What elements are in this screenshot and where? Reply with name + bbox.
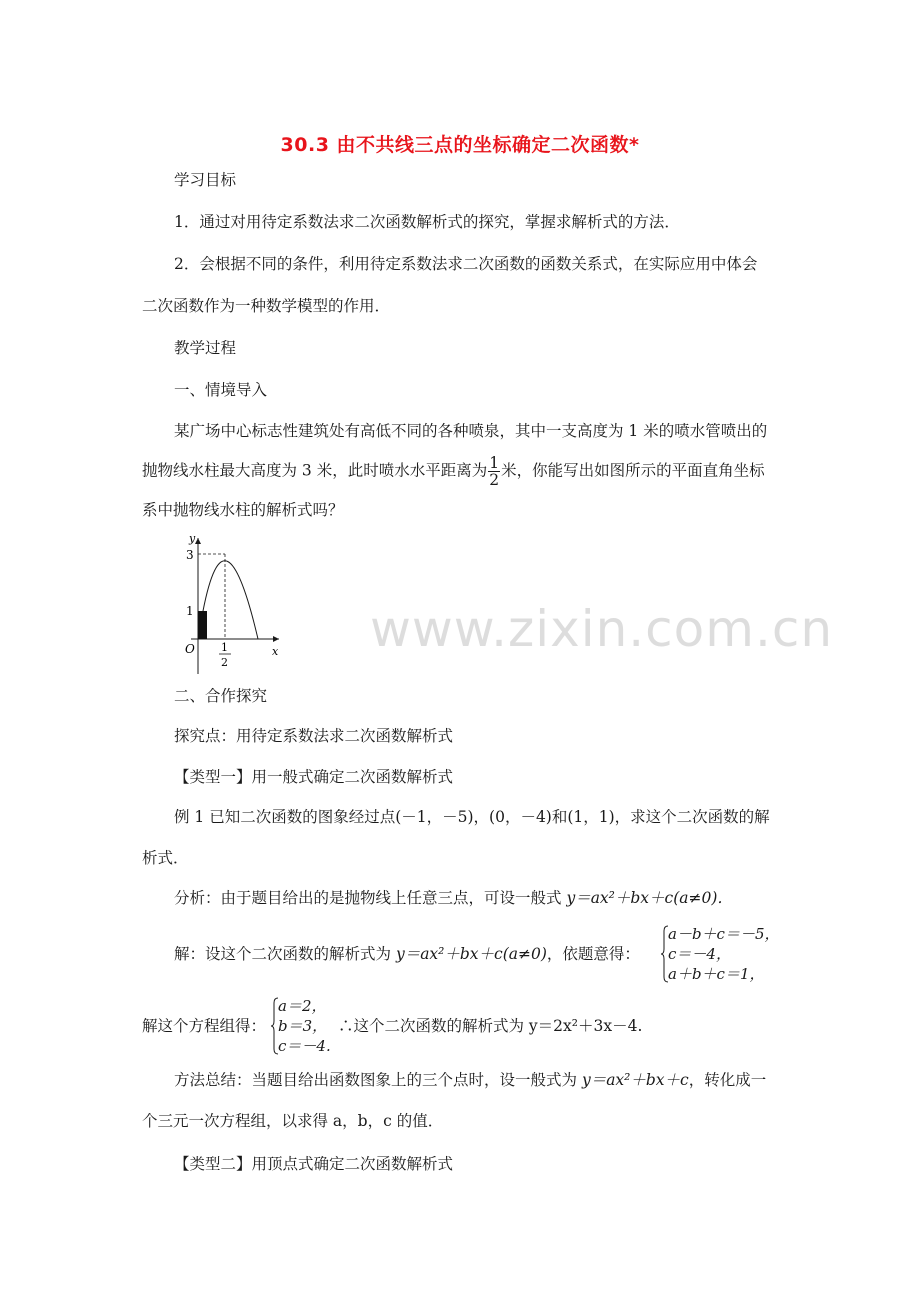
method-summary-line-2: 个三元一次方程组，以求得 a，b，c 的值． — [142, 1112, 444, 1130]
method-text: 方法总结：当题目给出函数图象上的三个点时，设一般式为 — [174, 1071, 582, 1089]
tick-label-half-den: 2 — [221, 656, 228, 669]
solution-text: 解：设这个二次函数的解析式为 — [174, 945, 396, 963]
tick-label-half-num: 1 — [221, 641, 228, 654]
watermark: www.zixin.com.cn — [370, 600, 834, 658]
intro-line-2-tail: 米，你能写出如图所示的平面直角坐标 — [501, 461, 765, 480]
method-tail: ，转化成一 — [688, 1071, 767, 1089]
goal-2-line-1: 2．会根据不同的条件，利用待定系数法求二次函数的函数关系式，在实际应用中体会 — [174, 255, 758, 273]
solution-formula: y＝ax²＋bx＋c(a≠0) — [395, 945, 547, 963]
solution-a: a＝2， — [278, 997, 327, 1015]
tick-label-1: 1 — [186, 604, 194, 618]
solution-tail: ，依题意得： — [546, 945, 640, 963]
solve-system-line: 解这个方程组得： — [142, 1017, 267, 1035]
solution-line — [174, 944, 640, 964]
heading-learning-goals: 学习目标 — [174, 171, 237, 189]
final-answer: ∴这个二次函数的解析式为 y＝2x²＋3x－4. — [338, 1017, 643, 1035]
equation-2: c＝－4， — [668, 945, 731, 963]
intro-line-2-text: 抛物线水柱最大高度为 3 米，此时喷水水平距离为 — [142, 461, 488, 480]
x-axis-label: x — [272, 645, 279, 658]
analysis-text: 分析：由于题目给出的是抛物线上任意三点，可设一般式 — [174, 889, 567, 907]
equation-system-1 — [668, 924, 780, 984]
type-1-heading: 【类型一】用一般式确定二次函数解析式 — [174, 768, 454, 786]
goal-2-line-2: 二次函数作为一种数学模型的作用． — [142, 297, 391, 315]
equation-3: a＋b＋c＝1， — [668, 965, 765, 983]
solution-b: b＝3， — [278, 1017, 328, 1035]
analysis-line — [174, 888, 733, 908]
page-title: 30.3 由不共线三点的坐标确定二次函数* — [280, 134, 640, 156]
type-2-heading: 【类型二】用顶点式确定二次函数解析式 — [174, 1155, 454, 1173]
water-pipe — [198, 611, 207, 639]
example-1-line-2: 析式． — [142, 849, 189, 867]
heading-teaching-process: 教学过程 — [174, 339, 237, 357]
intro-line-2 — [142, 455, 765, 488]
analysis-formula: y＝ax²＋bx＋c(a≠0)． — [566, 889, 733, 907]
goal-1: 1．通过对用待定系数法求二次函数解析式的探究，掌握求解析式的方法． — [174, 213, 680, 231]
method-formula: y＝ax²＋bx＋c — [581, 1071, 689, 1089]
y-axis-label: y — [189, 532, 196, 545]
intro-line-1: 某广场中心标志性建筑处有高低不同的各种喷泉，其中一支高度为 1 米的喷水管喷出的 — [174, 422, 768, 440]
equation-1: a－b＋c＝－5， — [668, 925, 780, 943]
section-2-heading: 二、合作探究 — [174, 687, 268, 705]
explore-point: 探究点：用待定系数法求二次函数解析式 — [174, 727, 454, 745]
solution-c: c＝－4. — [278, 1037, 331, 1055]
example-1-line-1: 例 1 已知二次函数的图象经过点(－1，－5)，(0，－4)和(1，1)，求这个二次函数的解 — [174, 808, 770, 826]
equation-system-2 — [278, 996, 331, 1056]
intro-line-3: 系中抛物线水柱的解析式吗？ — [142, 501, 344, 519]
method-summary-line-1 — [174, 1070, 766, 1090]
section-1-heading: 一、情境导入 — [174, 381, 268, 399]
fraction-half: $\frac{1}{2}$ — [489, 454, 500, 489]
tick-label-3: 3 — [186, 548, 194, 562]
fountain-graph — [175, 528, 290, 678]
origin-label: O — [185, 642, 195, 656]
parabola-curve — [203, 561, 258, 639]
